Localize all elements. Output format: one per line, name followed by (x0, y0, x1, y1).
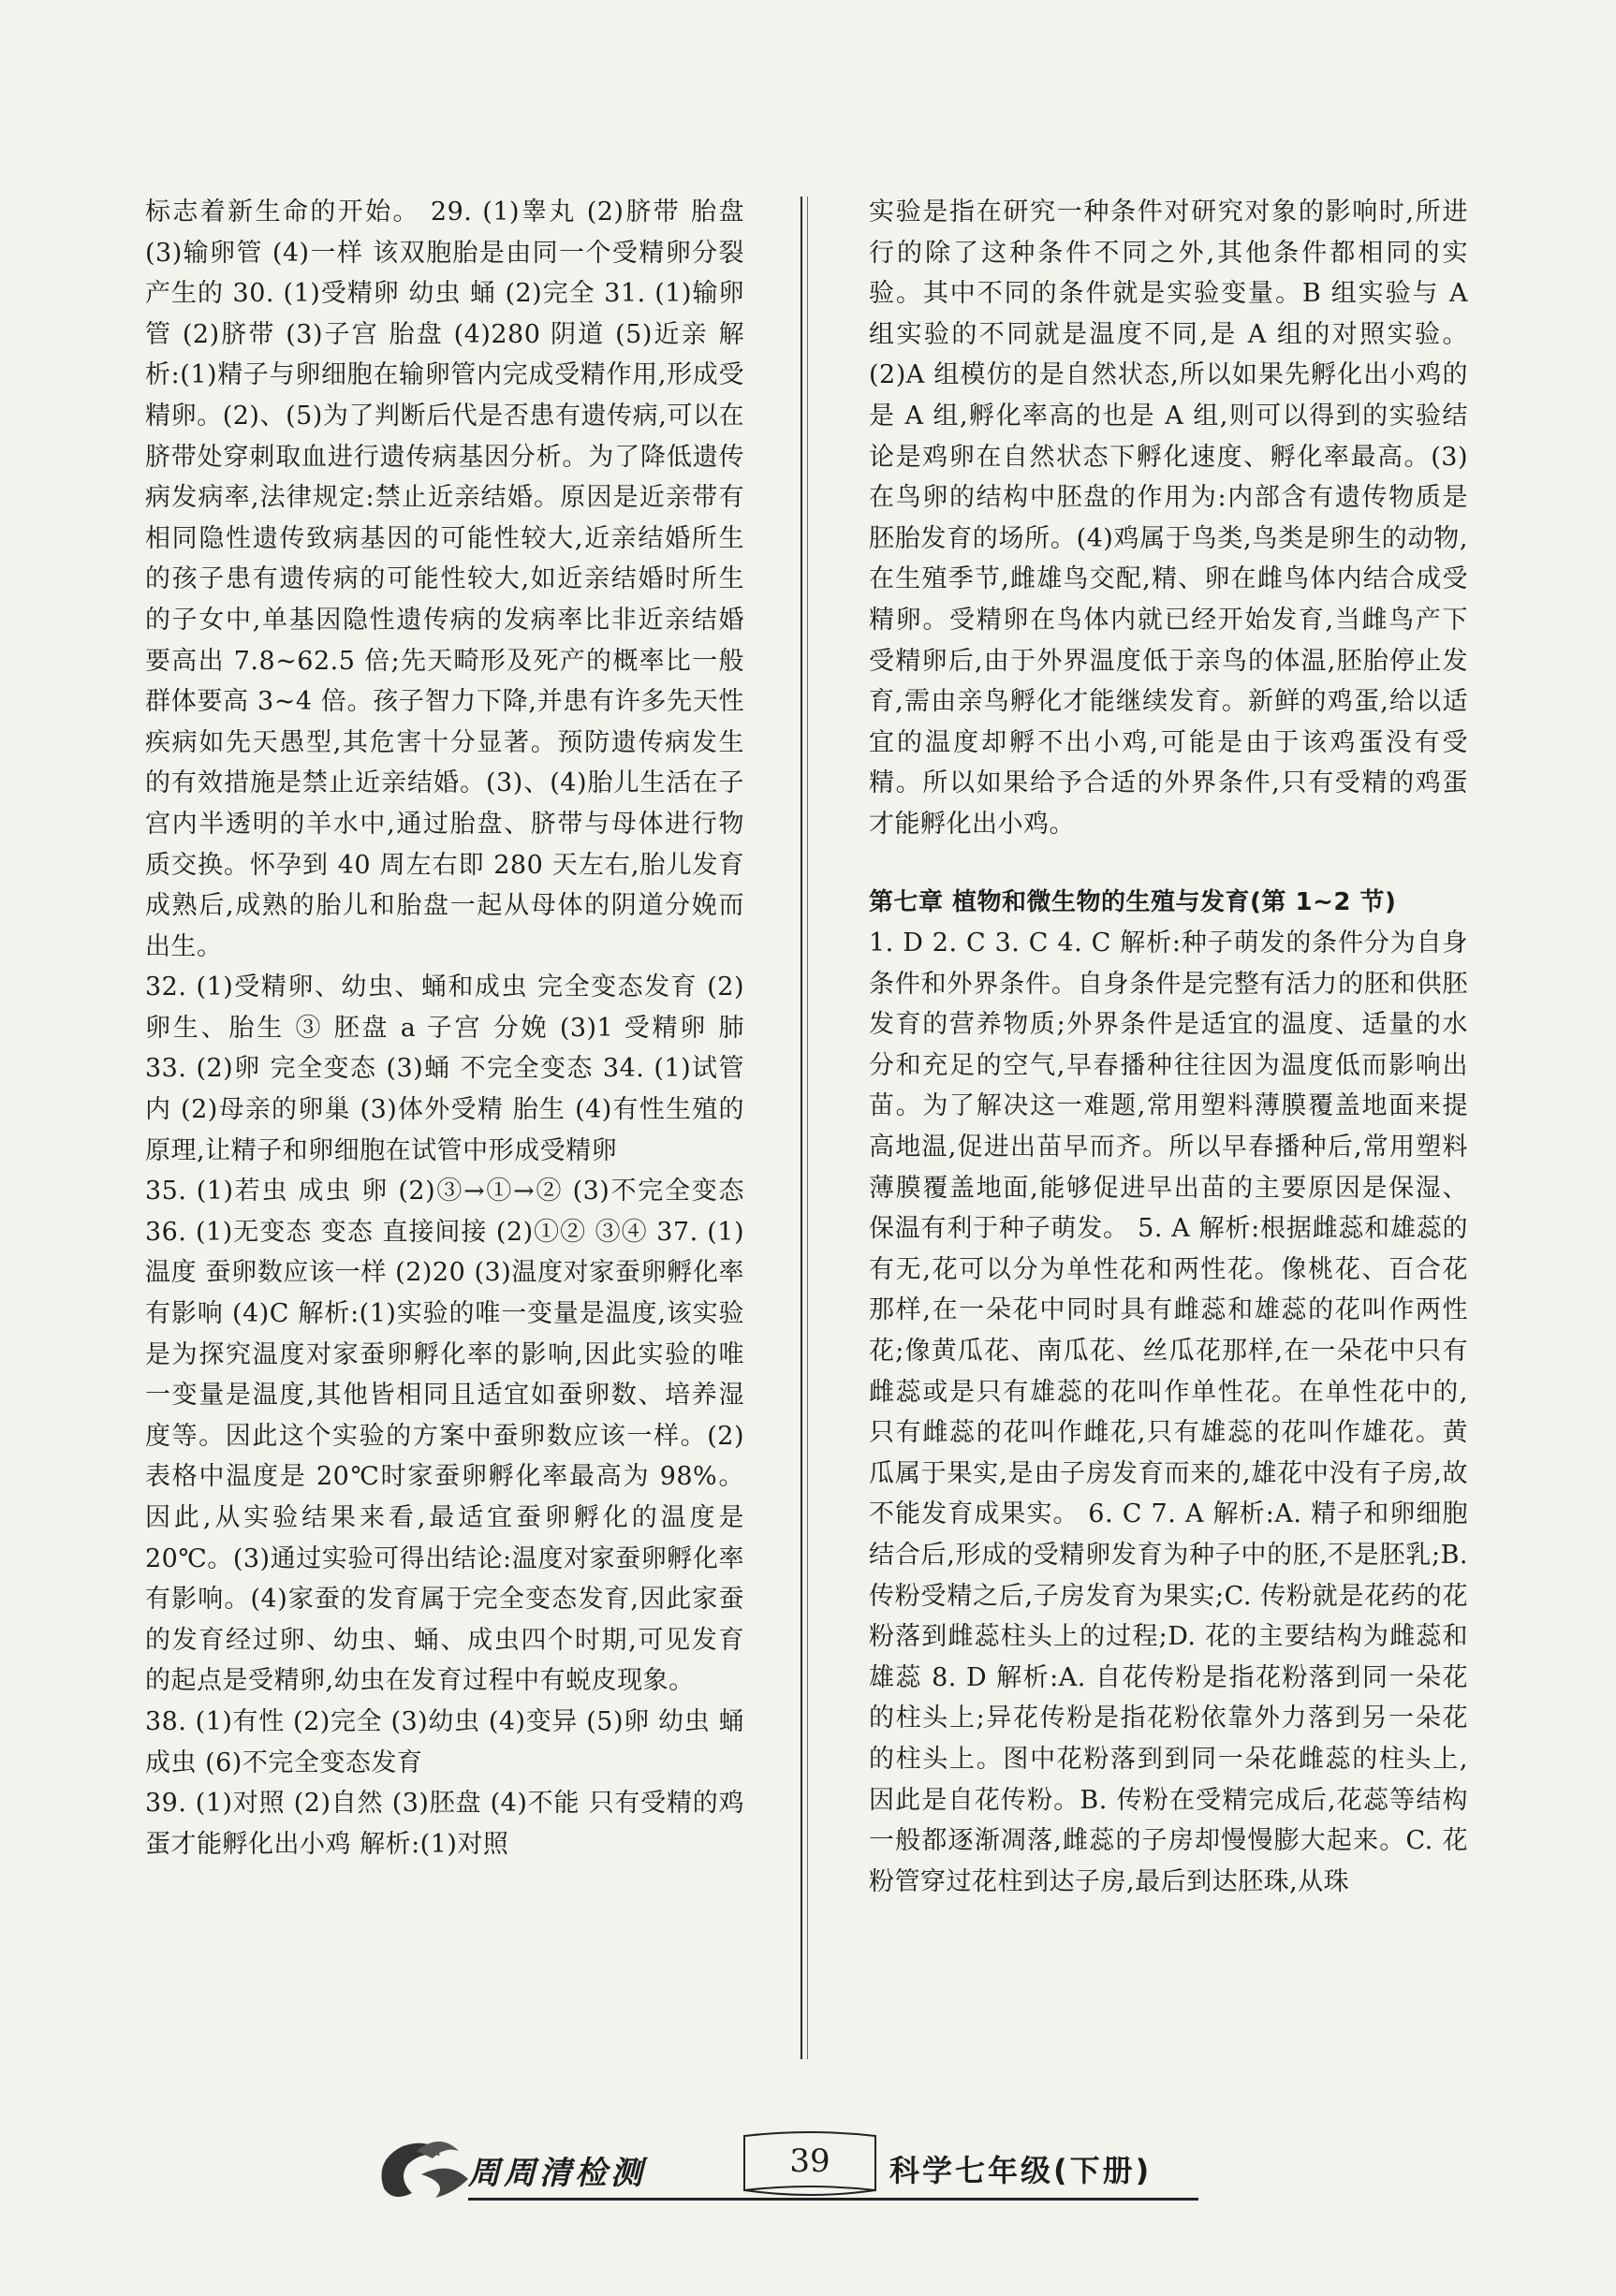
right-column (869, 192, 1468, 1902)
answer-paragraph: 1. D 2. C 3. C 4. C 解析:种子萌发的条件分为自身条件和外界条件。自身条件是完整有活力的胚和供胚发育的营养物质;外界条件是适宜的温度、适量的水分和充足的空气,早春播种往往因为温度低而影响出苗。为了解决这一难题,常用塑料薄膜覆盖地面来提高地温,促进出苗早而齐。所以早春播种后,常用塑料薄膜覆盖地面,能够促进早出苗的主要原因是保湿、保温有利于种子萌发。 5. A 解析:根据雌蕊和雄蕊的有无,花可以分为单性花和两性花。像桃花、百合花那样,在一朵花中同时具有雌蕊和雄蕊的花叫作两性花;像黄瓜花、南瓜花、丝瓜花那样,在一朵花中只有雌蕊或是只有雄蕊的花叫作单性花。在单性花中的,只有雌蕊的花叫作雌花,只有雄蕊的花叫作雄花。黄瓜属于果实,是由子房发育而来的,雄花中没有子房,故不能发育成果实。 6. C 7. A 解析:A. 精子和卵细胞结合后,形成的受精卵发育为种子中的胚,不是胚乳;B. 传粉受精之后,子房发育为果实;C. 传粉就是花药的花粉落到雌蕊柱头上的过程;D. 花的主要结构为雌蕊和雄蕊 8. D 解析:A. 自花传粉是指花粉落到同一朵花的柱头上;异花传粉是指花粉依靠外力落到另一朵花的柱头上。图中花粉落到到同一朵花雌蕊的柱头上,因此是自花传粉。B. 传粉在受精完成后,花蕊等结构一般都逐渐凋落,雌蕊的子房却慢慢膨大起来。C. 花粉管穿过花柱到达子房,最后到达胚珠,从珠 (869, 929, 1468, 1896)
answer-paragraph: 38. (1)有性 (2)完全 (3)幼虫 (4)变异 (5)卵 幼虫 蛹 成虫 (6)不完全变态发育 (145, 1706, 744, 1777)
answer-paragraph: 实验是指在研究一种条件对研究对象的影响时,所进行的除了这种条件不同之外,其他条件都相同的实验。其中不同的条件就是实验变量。B 组实验与 A 组实验的不同就是温度不同,是 A 组的对照实验。(2)A 组模仿的是自然状态,所以如果先孵化出小鸡的是 A 组,孵化率高的也是 A 组,则可以得到的实验结论是鸡卵在自然状态下孵化速度、孵化率最高。(3)在鸟卵的结构中胚盘的作用为:内部含有遗传物质是胚胎发育的场所。(4)鸡属于鸟类,鸟类是卵生的动物,在生殖季节,雌雄鸟交配,精、卵在雌鸟体内结合成受精卵。受精卵在鸟体内就已经开始发育,当雌鸟产下受精卵后,由于外界温度低于亲鸟的体温,胚胎停止发育,需由亲鸟孵化才能继续发育。新鲜的鸡蛋,给以适宜的温度却孵不出小鸡,可能是由于该鸡蛋没有受精。所以如果给予合适的外界条件,只有受精的鸡蛋才能孵化出小鸡。 (869, 197, 1468, 839)
brand-logo-icon (365, 2123, 477, 2216)
column-divider (801, 197, 802, 2059)
answer-paragraph: 标志着新生命的开始。 29. (1)睾丸 (2)脐带 胎盘 (3)输卵管 (4)一样 该双胞胎是由同一个受精卵分裂产生的 30. (1)受精卵 幼虫 蛹 (2)完全 31. (1)输卵管 (2)脐带 (3)子宫 胎盘 (4)280 阴道 (5)近亲 解析:(1)精子与卵细胞在输卵管内完成受精作用,形成受精卵。(2)、(5)为了判断后代是否患有遗传病,可以在脐带处穿刺取血进行遗传病基因分析。为了降低遗传病发病率,法律规定:禁止近亲结婚。原因是近亲带有相同隐性遗传致病基因的可能性较大,近亲结婚所生的孩子患有遗传病的可能性较大,如近亲结婚时所生的子女中,单基因隐性遗传病的发病率比非近亲结婚要高出 7.8~62.5 倍;先天畸形及死产的概率比一般群体要高 3~4 倍。孩子智力下降,并患有许多先天性疾病如先天愚型,其危害十分显著。预防遗传病发生的有效措施是禁止近亲结婚。(3)、(4)胎儿生活在子宫内半透明的羊水中,通过胎盘、脐带与母体进行物质交换。怀孕到 40 周左右即 280 天左右,胎儿发育成熟后,成熟的胎儿和胎盘一起从母体的阴道分娩而出生。 (145, 197, 744, 961)
subject-label: 科学七年级(下册) (889, 2153, 1153, 2188)
answer-paragraph: 35. (1)若虫 成虫 卵 (2)③→①→② (3)不完全变态 36. (1)无变态 变态 直接间接 (2)①② ③④ 37. (1)温度 蚕卵数应该一样 (2)20 (3)温度对家蚕卵孵化率有影响 (4)C 解析:(1)实验的唯一变量是温度,该实验是为探究温度对家蚕卵孵化率的影响,因此实验的唯一变量是温度,其他皆相同且适宜如蚕卵数、培养湿度等。因此这个实验的方案中蚕卵数应该一样。(2)表格中温度是 20℃时家蚕卵孵化率最高为 98%。因此,从实验结果来看,最适宜蚕卵孵化的温度是 20℃。(3)通过实验可得出结论:温度对家蚕卵孵化率有影响。(4)家蚕的发育属于完全变态发育,因此家蚕的发育经过卵、幼虫、蛹、成虫四个时期,可见发育的起点是受精卵,幼虫在发育过程中有蜕皮现象。 (145, 1177, 744, 1696)
answer-paragraph: 39. (1)对照 (2)自然 (3)胚盘 (4)不能 只有受精的鸡蛋才能孵化出小鸡 解析:(1)对照 (145, 1789, 744, 1859)
brand-name: 周周清检测 (468, 2155, 646, 2192)
answer-paragraph: 32. (1)受精卵、幼虫、蛹和成虫 完全变态发育 (2)卵生、胎生 ③ 胚盘 a 子宫 分娩 (3)1 受精卵 肺 33. (2)卵 完全变态 (3)蛹 不完全变态 34. (1)试管内 (2)母亲的卵巢 (3)体外受精 胎生 (4)有性生殖的原理,让精子和卵细胞在试管中形成受精卵 (145, 973, 744, 1165)
chapter-heading: 第七章 植物和微生物的生殖与发育(第 1~2 节) (869, 887, 1397, 916)
left-column (145, 192, 744, 1865)
page-footer (365, 2123, 1264, 2226)
page-number: 39 (789, 2142, 830, 2180)
footer-rule (468, 2198, 1198, 2201)
column-divider-thin (807, 197, 808, 2059)
